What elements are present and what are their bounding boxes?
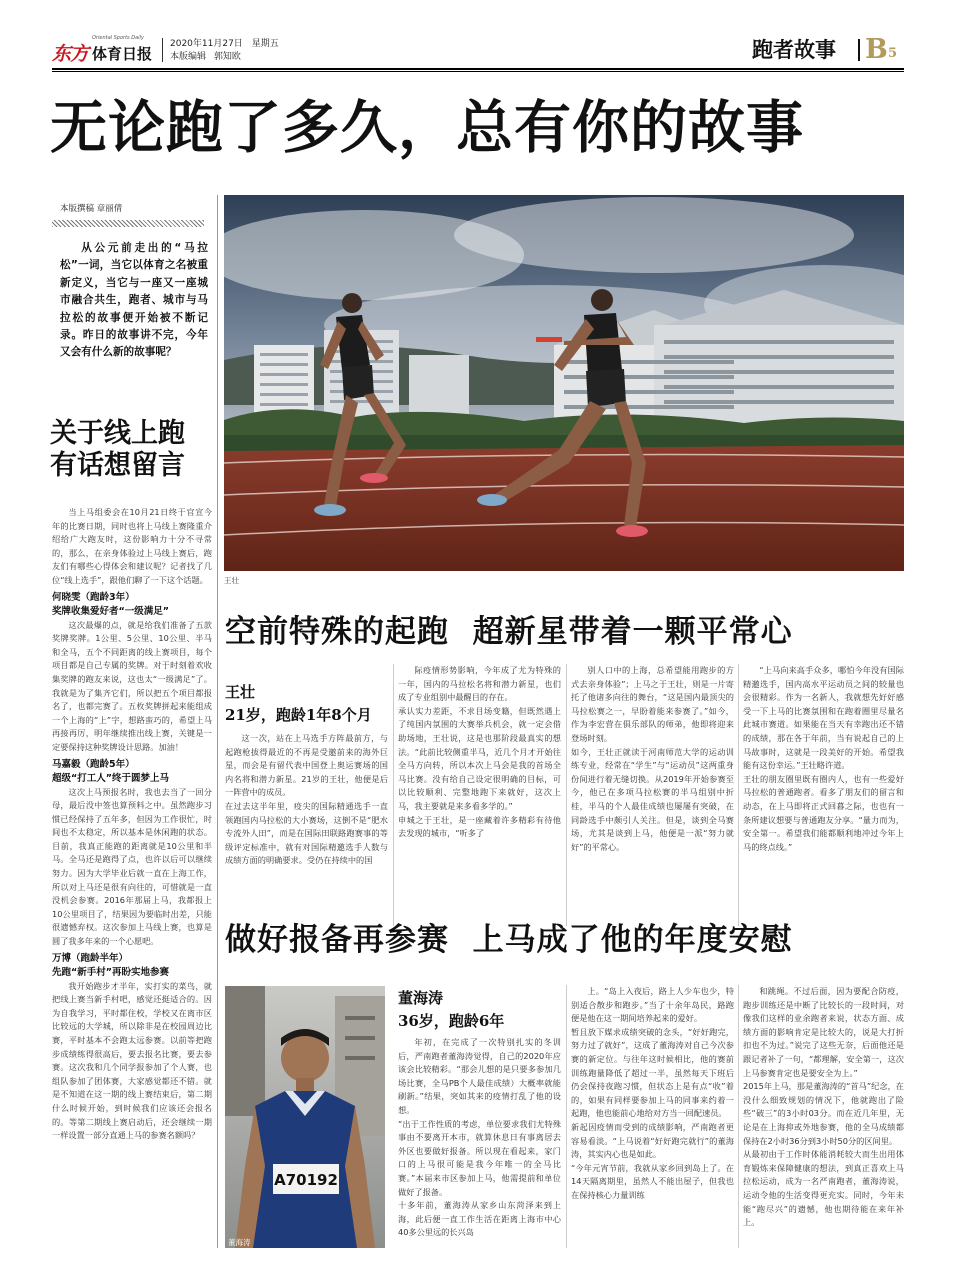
left-column xyxy=(52,506,212,1248)
article1-column-4 xyxy=(743,664,904,924)
article1-person-name: 王壮 xyxy=(225,683,256,701)
runner-portrait-photo xyxy=(225,986,385,1248)
hero-photo xyxy=(224,195,904,571)
article2-column-2 xyxy=(571,985,734,1248)
person-subtitle: 先跑“新手村”再盼实地参赛 xyxy=(52,966,169,978)
logo-black-text: 体育日报 xyxy=(92,45,153,63)
article2-title: 做好报备再参赛 上马成了他的年度安慰 xyxy=(225,922,793,958)
article1-text: 别人口中的上海，总希望能用跑步的方式去亲身体验”；上马之于王壮，则是一片寄托了他诸多向往的舞台，“这是国内最顶尖的马拉松赛之一，早盼着能来参赛了。”如今，作为李宏营在俱乐部队的师弟，他即将迎来登场时刻。 如今，王壮正就读于河南师范大学的运动训练专业，经常在“学生”与“运动员”这两重身份间进行着无缝切换。从2019年开始参赛至今，他已在多项马拉松赛的半马组别中折桂，半马的个人最佳成绩也屡屡有突破，在同龄选手中颇引人关注。但是，谈到全马赛场，尤其是谈到上马，他便是一派“努力就好”的平常心。 xyxy=(571,665,734,852)
person-text: 我开始跑步才半年，实打实的菜鸟，就把线上赛当新手村吧，感觉还挺适合的。因为自我学习，平时都住校，学校又在离市区比较远的大学城，所以除非是在校园周边比赛，平时基本不会跑太远参赛。以前等把跑步成绩练得很高后，要去报名比赛，要去参赛。这次我和几个同学报参加了个人赛，也组队参加了团体赛，大家感觉都还不错。就是不知道在这一期的线上赛结束后，第二期什么时候开始，到时候我们应该还会报名的。等第二期线上赛启动后，还会继续一期一样设置一部分直通上马的参赛名额吗？ xyxy=(52,980,212,1141)
article2-column-3 xyxy=(743,985,904,1248)
editor-name: 郭知欧 xyxy=(213,52,241,62)
section-title: 跑者故事 xyxy=(752,37,836,62)
main-headline: 无论跑了多久，总有你的故事 xyxy=(50,94,804,161)
decorative-hatch xyxy=(52,220,204,227)
logo-en-text: Oriental Sports Daily xyxy=(92,35,144,41)
page-letter: B xyxy=(865,34,888,65)
article2-column-1 xyxy=(398,1036,561,1248)
byline: 本版撰稿 章丽倩 xyxy=(60,204,123,214)
left-section-title-line1: 关于线上跑 xyxy=(50,418,185,449)
article1-title: 空前特殊的起跑 超新星带着一颗平常心 xyxy=(225,614,793,650)
person-name: 万博（跑龄半年） xyxy=(52,952,129,964)
article1-column-2 xyxy=(398,664,561,924)
article1-text: 际疫情形势影响，今年成了尤为特殊的一年，国内的马拉松名将和潜力新星，也们成了专业组别中最醒目的存在。 承认实力差距，不求目场变籍，但既然遇上了纯国内氛围的大赛举兵机会，就一定会借助场地，王壮说，这是也那阶段最真实的想法。“此前比较侧重半马，近几个月才开始往全马方向转，所以本次上马会是我的首场全马比赛。没有给自己设定很明确的目标，可以比较顺利、完整地跑下来就好，这次上马，我主要就是来多看多学的。” 申城之于王壮，是一座藏着许多精彩有待他去发现的城市，“听多了 xyxy=(398,665,561,839)
newspaper-logo xyxy=(52,35,160,65)
article2-person-name: 董海涛 xyxy=(398,989,444,1007)
hero-photo-caption-below: 王壮 xyxy=(224,576,239,585)
article2-text: 和跳绳。不过后面，因为要配合防疫，跑步训练还是中断了比较长的一段时间，对像我们这样的业余跑者来说，状态方面、成绩方面的影响肯定是比较大的，说是大打折扣也不为过。”说完了这些无奈，后面他还是跟记者补了一句，“都理解，安全第一，这次上马参赛肯定也是要安全为上。” 2015年上马，那是董海涛的“首马”纪念，在没什么细致规划的情况下，他就跑出了险些“破三”的3小时03分。而在近几年里，无论是在上海抑或外地参赛，他的全马成绩都保持在2小时36分到3小时50分的区间里。 从最初由于工作时体能消耗较大而生出用体育锻炼来保障健康的想法，到真正喜欢上马拉松运动，成为一名严南跑者，董海涛说，运动令他的生活变得更充实。同时，今年未能“跑尽兴”的遗憾，他也期待能在来年补上。 xyxy=(743,986,904,1228)
lede-text: 从公元前走出的“马拉松”一词，当它以体育之名被重新定义，当它与一座又一座城市融合共生，跑者、城市与马拉松的故事便开始被不断记录。昨日的故事讲不完，今年又会有什么新的故事呢？ xyxy=(60,242,208,359)
logo-red-text: 东方 xyxy=(52,43,89,65)
editor-label: 本版编辑 xyxy=(170,52,207,62)
issue-weekday: 星期五 xyxy=(251,39,279,49)
article2-text: 年初，在完成了一次特别扎实的冬训后，严南跑者董海涛觉得，自己的2020年应该会比较精彩。“那会儿想的是只要多参加几场比赛，全马PB个人最佳成绩）大概率就能刷新。”结果，突如其来的疫情打乱了他的设想。 “出于工作性质的考虑，单位要求我们尤特殊事由不要离开本市，就算休息日有事离居去外区也要做好报备。所以现在看起来，家门口的上马很可能是我今年唯一的全马比赛。”本届来市区参加上马，他需提前和单位做好了报备。 十多年前，董海涛从家乡山东菏泽来到上海，此后便一直工作生活在距离上海市中心40多公里远的长兴岛 xyxy=(398,1037,561,1238)
article2-person-age: 36岁，跑龄6年 xyxy=(398,1012,505,1030)
left-intro: 当上马组委会在10月21日终于官宣今年的比赛日期，同时也将上马线上赛隆重介绍给广大跑友时，这份影响力十分不寻常的，那么，在亲身体验过上马线上赛后，跑友们有哪些心得体会和建议呢？记者找了几位“线上选手”，跟他们聊了一下这个话题。 xyxy=(52,507,212,585)
race-bib-number: A70192 xyxy=(274,1171,338,1189)
article1-text: 这一次，站在上马选手方阵最前方，与起跑枪拔得最近的不再是受邀前来的海外巨星，而会是有留代表中国登上奥运赛场的国内名将和潜力新星。21岁的王壮，他便是后一阵营中的成员。 在过去这半年里，疫尖的国际精通选手一直领跑国内马拉松的大小赛场，这倒不是“肥水专流外人田”，而是在国际田联路跑赛事的等级评定标准中，就有对国际精邀选手人数与成绩方面的明确要求。受仍在持续中的国 xyxy=(225,733,388,866)
article1-column-1 xyxy=(225,732,388,924)
page-number: 5 xyxy=(888,46,898,61)
person-name: 何晓雯（跑龄3年） xyxy=(52,591,135,603)
portrait-caption: 董海涛 xyxy=(228,1238,251,1247)
person-name: 马嘉毅（跑龄5年） xyxy=(52,758,135,770)
article2-text: 上。“岛上入夜后，路上人少车也少，特别适合散步和跑步。”当了十余年岛民，路跑便是他在这一期间培养起来的爱好。 暂且放下媒求成绩突破的念头，“好好跑完，努力过了就好”，这成了董海涛对自己今次参赛的新定位。与往年这时候相比，他的赛前训练跑量降低了超过一半，虽然每天下班后仍会保持夜跑习惯，但状态上是有点“收”着的，如果有同样要参加上马的同事来约着一起跑，他也能前心地给对方当一回配速员。 新起因疫情而受到的成绩影响，严南跑者更容易看淡。“上马说着“好好跑完就行”的董海涛，其实内心也是如此。 “今年元宵节前，我就从家乡回到岛上了。在14天隔离期里，虽然人不能出屋子，但我也在保持核心力量训练 xyxy=(571,986,734,1200)
article1-text: “上马向来高手众多，哪怕今年没有国际精邀选手，国内高水平运动员之间的较量也会很精彩。作为一名新人，我就想先好好感受一下上马的比赛氛围和在跑着圈里尽量名此城市赛道。如果能在当天有幸跑出还不错的成绩，那在各于年前，当有说起自己的上马故事时，这就是一段美好的开始。希望我能有这份幸运。”王壮略许道。 王壮的朋友圈里既有圈内人，也有一些爱好马拉松的普通跑者。看多了朋友们的留言和动态，在上马即将正式回暮之际，也也有一条所建议想要与普通跑友分享。“量力而为，安全第一。希望我们能都顺利地冲过今年上马的终点线。” xyxy=(743,665,904,852)
left-section-title-line2: 有话想留言 xyxy=(50,450,185,481)
person-subtitle: 超级“打工人”终于圆梦上马 xyxy=(52,772,169,784)
person-subtitle: 奖牌收集爱好者“一级满足” xyxy=(52,605,169,617)
article1-person-age: 21岁，跑龄1年8个月 xyxy=(225,706,372,724)
masthead xyxy=(52,35,904,65)
issue-date: 2020年11月27日 xyxy=(170,39,243,49)
person-text: 这次最爆的点，就是给我们准备了五款奖牌奖牌。1公里、5公里、10公里、半马和全马，五个不同距离的线上赛项目，每个项目都是自己专属的奖牌。对于时刻着欢收集奖牌的跑友来说，这也太“一级满足”了。我就是为了集齐它们，所以把五个项目都报名了，也都完赛了。五枚奖牌拼起来能组成一个上海的“上”字，想路蛮巧的，希望上马再接再厉，明年继续推出线上赛，关键是一定要保持这种奖牌设计思路。加油！ xyxy=(52,619,212,752)
person-text: 这次上马预报名时，我也去当了一回分母，最后没中签也算预料之中。虽然跑步习惯已经保持了五年多，但因为工作很忙，时间也不太稳定，所以基本是休闲跑的状态。目前，我真正能跑的距离就是10公里和半马。全马还是跑得了点，也许以后可以继续努力。因为大学毕业后就一直在上海工作，所以对上马还是很有向往的，可惜就是一直没机会参赛。2016年那届上马，我都报上10公里项目了，结果因为要临时出差，只能很遗憾弃权。这次参加上马线上赛，也算是圆了我多年来的一个心愿吧。 xyxy=(52,786,212,947)
article1-column-3 xyxy=(571,664,734,924)
